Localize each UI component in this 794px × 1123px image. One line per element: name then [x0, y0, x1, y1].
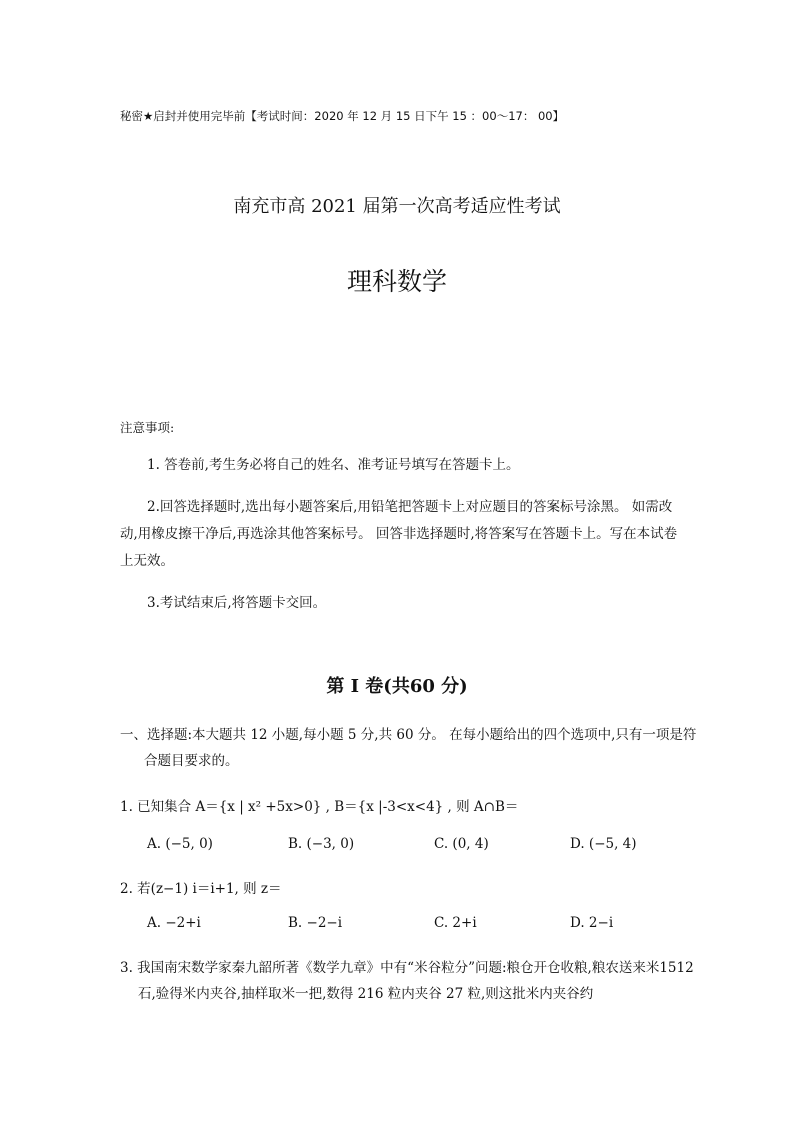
- question-1-option-d: D. (−5, 4): [570, 836, 637, 852]
- question-2-stem: 2. 若(z−1) i＝i+1, 则 z＝: [120, 881, 282, 897]
- question-2-option-c: C. 2+i: [434, 915, 477, 931]
- note-item-1: 1. 答卷前,考生务必将自己的姓名、准考证号填写在答题卡上。: [147, 457, 520, 473]
- question-1-option-a: A. (−5, 0): [147, 836, 213, 852]
- confidential-notice: 秘密★启封并使用完毕前【考试时间：2020 年 12 月 15 日下午 15 ：00～17： 00】: [120, 109, 565, 123]
- note-item-2: 2.回答选择题时,选出每小题答案后,用铅笔把答题卡上对应题目的答案标号涂黑。 如需改动,用橡皮擦干净后,再选涂其他答案标号。 回答非选择题时,将答案写在答题卡上。写在本试卷上无效。: [120, 499, 678, 569]
- subject-title: 理科数学: [346, 267, 447, 296]
- question-1-stem: 1. 已知集合 A＝{x | x² +5x>0} , B＝{x |-3<x<4} , 则 A∩B＝: [120, 799, 519, 815]
- question-1-option-b: B. (−3, 0): [288, 836, 355, 852]
- notes-heading: 注意事项:: [120, 420, 175, 435]
- section-title: 第 I 卷(共60 分): [326, 676, 468, 697]
- question-2-option-a: A. −2+i: [147, 915, 201, 931]
- note-item-3: 3.考试结束后,将答题卡交回。: [147, 595, 327, 611]
- question-2-option-b: B. −2−i: [288, 915, 343, 931]
- question-1-option-c: C. (0, 4): [434, 836, 489, 852]
- question-3-stem: 3. 我国南宋数学家秦九韶所著《数学九章》中有“米谷粒分”问题:粮仓开仓收粮,粮农送来米1512石,验得米内夹谷,抽样取米一把,数得 216 粒内夹谷 27 粒,则这批米内夹谷约: [120, 960, 694, 1002]
- exam-title: 南充市高 2021 届第一次高考适应性考试: [233, 196, 561, 217]
- question-2-option-d: D. 2−i: [570, 915, 614, 931]
- section-intro: 一、选择题:本大题共 12 小题,每小题 5 分,共 60 分。 在每小题给出的四个选项中,只有一项是符合题目要求的。: [120, 727, 697, 769]
